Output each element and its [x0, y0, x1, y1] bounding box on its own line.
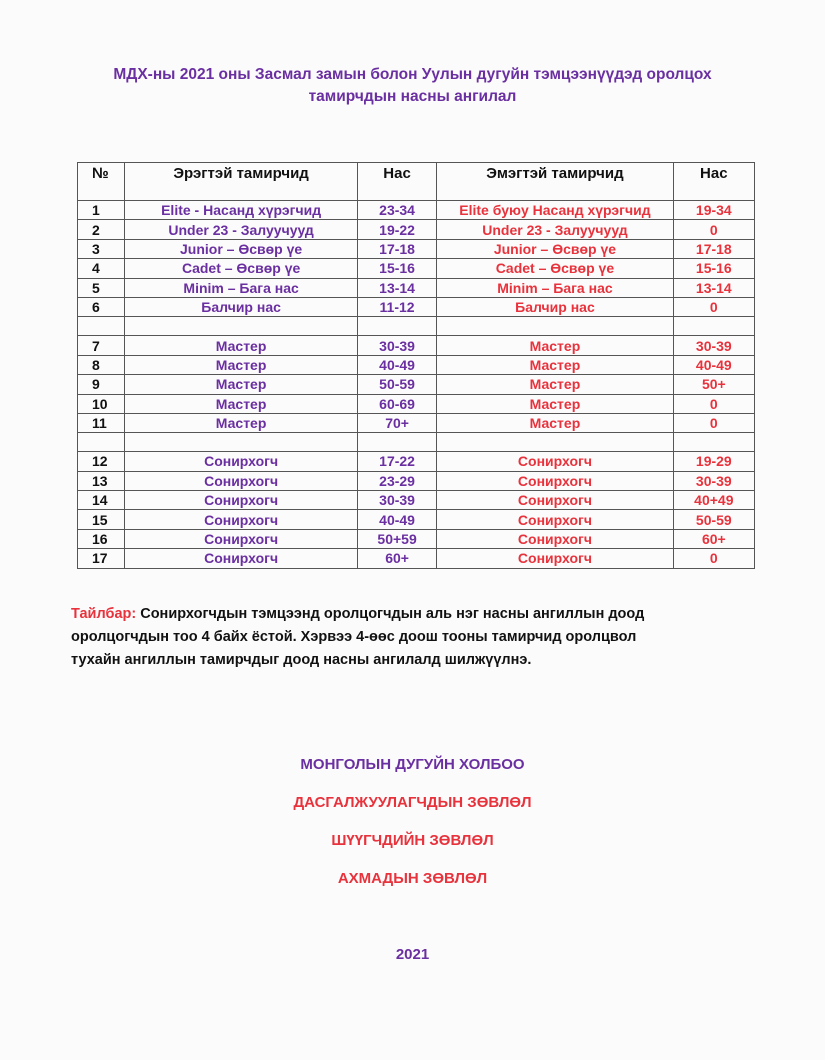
row-number: 11 [78, 413, 125, 432]
footer-year: 2021 [395, 946, 430, 963]
spacer-cell [437, 317, 673, 336]
header-number: № [78, 163, 125, 201]
men-age: 40-49 [357, 510, 436, 529]
header-men: Эрэгтэй тамирчид [125, 163, 358, 201]
men-category: Cadet – Өсвөр үе [125, 259, 358, 278]
spacer-cell [357, 433, 436, 452]
men-age: 19-22 [357, 220, 436, 239]
women-category: Мастер [437, 336, 673, 355]
women-category: Сонирхогч [437, 510, 673, 529]
women-age: 30-39 [673, 336, 754, 355]
row-number: 4 [78, 259, 125, 278]
note-line-1: Сонирхогчдын тэмцээнд оролцогчдын аль нэг насны ангиллын доод [136, 606, 645, 622]
women-age: 15-16 [673, 259, 754, 278]
women-category: Сонирхогч [437, 529, 673, 548]
note-line-3: тухайн ангиллын тамирчдыг доод насны ангилалд шилжүүлнэ. [71, 652, 532, 668]
table-row [78, 491, 755, 510]
row-number: 2 [78, 220, 125, 239]
women-category: Мастер [437, 355, 673, 374]
row-number: 14 [78, 491, 125, 510]
header-women: Эмэгтэй тамирчид [437, 163, 673, 201]
men-age: 30-39 [357, 491, 436, 510]
women-category: Elite буюу Насанд хүрэгчид [437, 201, 673, 220]
women-age: 17-18 [673, 239, 754, 258]
men-category: Мастер [125, 375, 358, 394]
row-number: 15 [78, 510, 125, 529]
women-age: 0 [673, 394, 754, 413]
table-row [78, 529, 755, 548]
table-row [78, 413, 755, 432]
spacer-cell [673, 433, 754, 452]
men-category: Сонирхогч [125, 510, 358, 529]
referees-council: ШҮҮГЧДИЙН ЗӨВЛӨЛ [331, 832, 494, 849]
women-age: 0 [673, 413, 754, 432]
row-number: 7 [78, 336, 125, 355]
men-age: 40-49 [357, 355, 436, 374]
header-women-age: Нас [673, 163, 754, 201]
women-category: Сонирхогч [437, 452, 673, 471]
row-number: 5 [78, 278, 125, 297]
men-category: Мастер [125, 336, 358, 355]
men-category: Сонирхогч [125, 529, 358, 548]
men-age: 17-22 [357, 452, 436, 471]
note [71, 603, 761, 672]
spacer-cell [125, 433, 358, 452]
row-number: 13 [78, 471, 125, 490]
women-age: 50+ [673, 375, 754, 394]
spacer-cell [357, 317, 436, 336]
men-age: 50+59 [357, 529, 436, 548]
table-row [78, 336, 755, 355]
table-row [78, 394, 755, 413]
title-line-2: тамирчдын насны ангилал [308, 88, 517, 105]
table-header-row [78, 163, 755, 201]
table-spacer-row [78, 433, 755, 452]
header-men-age: Нас [357, 163, 436, 201]
row-number: 8 [78, 355, 125, 374]
federation-name: МОНГОЛЫН ДУГУЙН ХОЛБОО [300, 756, 525, 773]
spacer-cell [437, 433, 673, 452]
row-number: 1 [78, 201, 125, 220]
veterans-council: АХМАДЫН ЗӨВЛӨЛ [337, 870, 488, 887]
women-category: Cadet – Өсвөр үе [437, 259, 673, 278]
table-row [78, 220, 755, 239]
men-age: 13-14 [357, 278, 436, 297]
men-age: 60+ [357, 549, 436, 568]
men-age: 11-12 [357, 297, 436, 316]
women-age: 60+ [673, 529, 754, 548]
coaches-council: ДАСГАЛЖУУЛАГЧДЫН ЗӨВЛӨЛ [293, 794, 532, 811]
men-category: Junior – Өсвөр үе [125, 239, 358, 258]
men-category: Сонирхогч [125, 491, 358, 510]
table-row [78, 471, 755, 490]
men-age: 50-59 [357, 375, 436, 394]
note-label: Тайлбар: [71, 606, 137, 622]
women-category: Сонирхогч [437, 549, 673, 568]
spacer-cell [673, 317, 754, 336]
men-age: 60-69 [357, 394, 436, 413]
women-age: 0 [673, 220, 754, 239]
table-row [78, 239, 755, 258]
women-category: Minim – Бага нас [437, 278, 673, 297]
row-number: 12 [78, 452, 125, 471]
men-age: 23-34 [357, 201, 436, 220]
women-age: 50-59 [673, 510, 754, 529]
women-category: Junior – Өсвөр үе [437, 239, 673, 258]
men-category: Мастер [125, 355, 358, 374]
men-age: 70+ [357, 413, 436, 432]
table-row [78, 297, 755, 316]
row-number: 17 [78, 549, 125, 568]
women-age: 30-39 [673, 471, 754, 490]
table-row [78, 375, 755, 394]
men-category: Under 23 - Залуучууд [125, 220, 358, 239]
women-category: Мастер [437, 375, 673, 394]
women-category: Under 23 - Залуучууд [437, 220, 673, 239]
men-category: Мастер [125, 394, 358, 413]
women-age: 40+49 [673, 491, 754, 510]
spacer-cell [125, 317, 358, 336]
women-age: 0 [673, 549, 754, 568]
row-number: 3 [78, 239, 125, 258]
men-category: Мастер [125, 413, 358, 432]
women-age: 19-34 [673, 201, 754, 220]
men-age: 15-16 [357, 259, 436, 278]
table-row [78, 355, 755, 374]
spacer-cell [78, 433, 125, 452]
men-category: Сонирхогч [125, 471, 358, 490]
men-category: Minim – Бага нас [125, 278, 358, 297]
women-category: Мастер [437, 413, 673, 432]
men-category: Сонирхогч [125, 452, 358, 471]
note-line-2: оролцогчдын тоо 4 байх ёстой. Хэрвээ 4-өөс доош тооны тамирчид оролцвол [71, 629, 637, 645]
page-title [0, 64, 825, 108]
men-category: Сонирхогч [125, 549, 358, 568]
table-row [78, 510, 755, 529]
table-body [78, 201, 755, 569]
women-age: 13-14 [673, 278, 754, 297]
table-row [78, 201, 755, 220]
age-category-table [77, 162, 755, 569]
row-number: 10 [78, 394, 125, 413]
men-age: 17-18 [357, 239, 436, 258]
table-row [78, 278, 755, 297]
spacer-cell [78, 317, 125, 336]
women-age: 19-29 [673, 452, 754, 471]
women-category: Балчир нас [437, 297, 673, 316]
table-row [78, 259, 755, 278]
men-category: Балчир нас [125, 297, 358, 316]
women-category: Сонирхогч [437, 471, 673, 490]
row-number: 9 [78, 375, 125, 394]
women-age: 0 [673, 297, 754, 316]
table-row [78, 452, 755, 471]
women-age: 40-49 [673, 355, 754, 374]
row-number: 6 [78, 297, 125, 316]
men-age: 30-39 [357, 336, 436, 355]
women-category: Мастер [437, 394, 673, 413]
table-row [78, 549, 755, 568]
men-category: Elite - Насанд хүрэгчид [125, 201, 358, 220]
men-age: 23-29 [357, 471, 436, 490]
women-category: Сонирхогч [437, 491, 673, 510]
table-spacer-row [78, 317, 755, 336]
title-line-1: МДХ-ны 2021 оны Засмал замын болон Уулын дугуйн тэмцээнүүдэд оролцох [113, 66, 712, 83]
row-number: 16 [78, 529, 125, 548]
